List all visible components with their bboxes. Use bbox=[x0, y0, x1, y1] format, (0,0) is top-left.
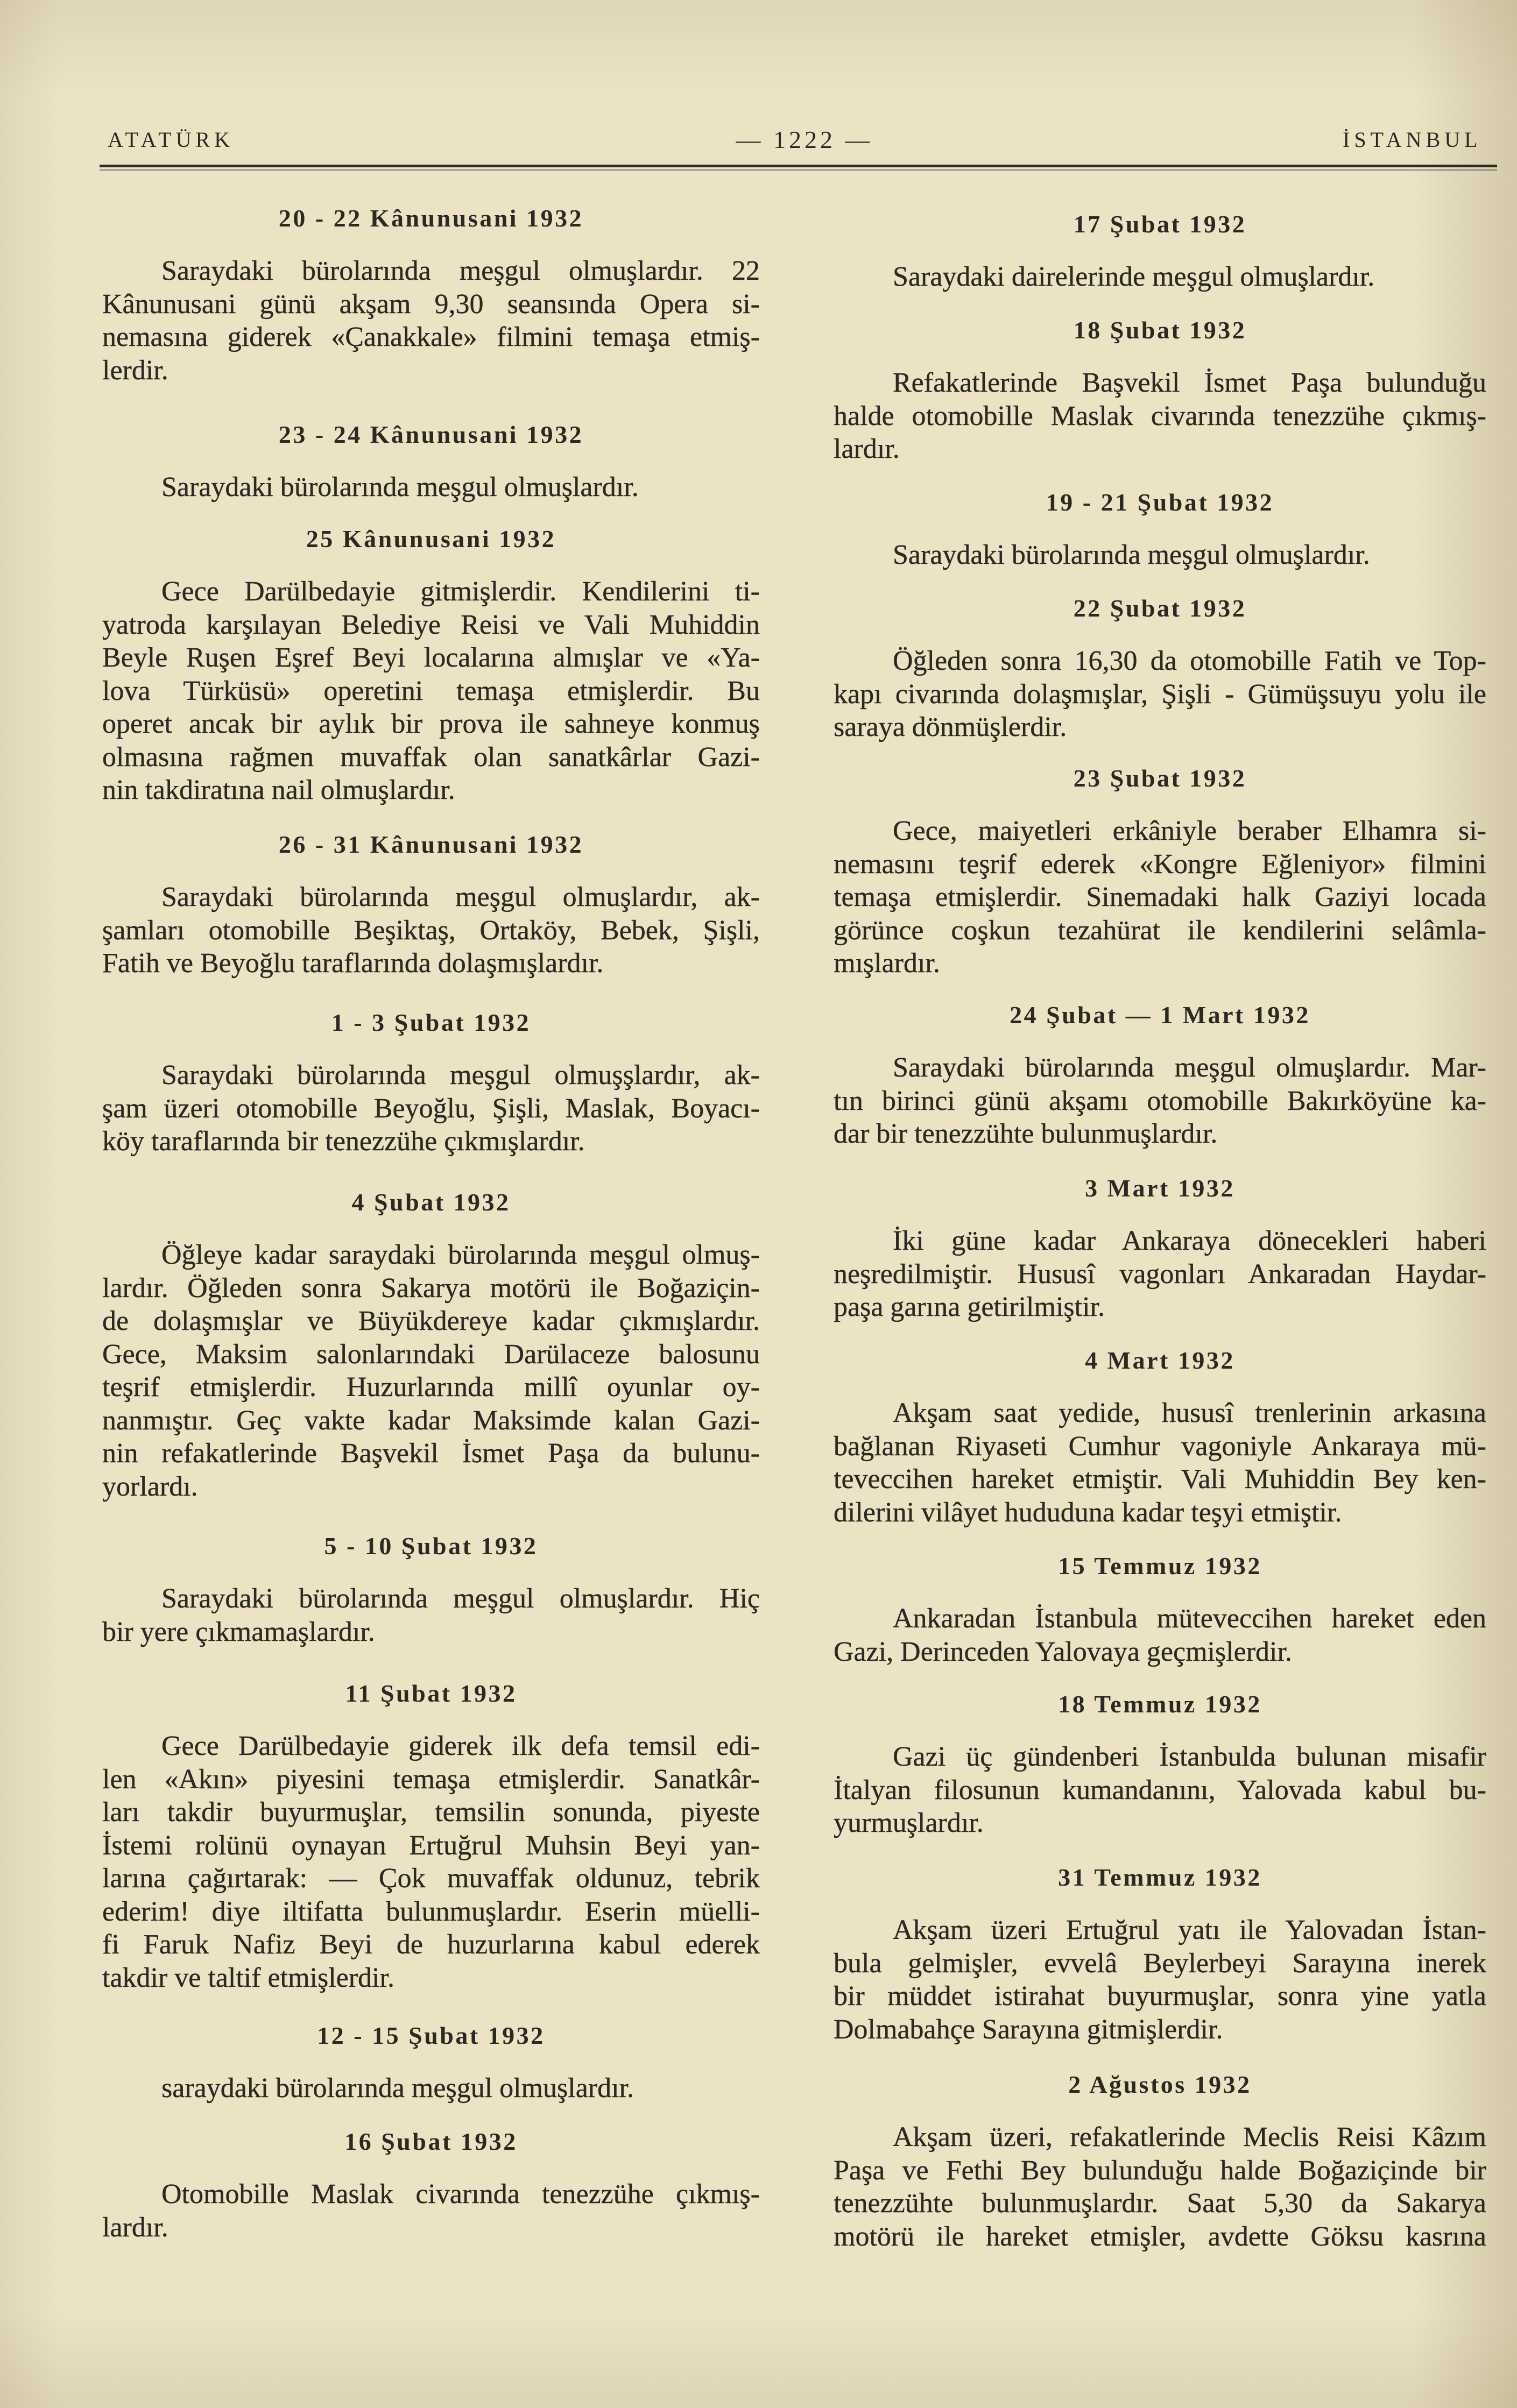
entry-text-line: şamları otomobille Beşiktaş, Ortaköy, Bebek, Şişli, bbox=[102, 915, 760, 946]
entry-text-line: Akşam saat yedide, hususî trenlerinin arkasına bbox=[893, 1398, 1486, 1428]
entry-text-line: mışlardır. bbox=[834, 948, 940, 979]
entry-text-line: bir müddet istirahat buyurmuşlar, sonra yine yatla bbox=[834, 1981, 1486, 2012]
entry-date-heading: 18 Temmuz 1932 bbox=[1058, 1690, 1262, 1718]
entry-text-line: de dolaşmışlar ve Büyükdereye kadar çıkmışlardır. bbox=[102, 1306, 760, 1336]
diary-entry bbox=[834, 1344, 1486, 1529]
entry-text-line: yatroda karşılayan Belediye Reisi ve Vali Muhiddin bbox=[102, 609, 760, 640]
entry-text-line: Saraydaki bürolarında meşgul olmuşlardır, ak- bbox=[161, 882, 760, 912]
entry-text-line: saraydaki bürolarında meşgul olmuşlardır. bbox=[161, 2073, 634, 2104]
entry-text-line: Akşam üzeri Ertuğrul yatı ile Yalovadan İstan- bbox=[893, 1915, 1486, 1945]
entry-date-heading: 18 Şubat 1932 bbox=[1073, 316, 1247, 344]
diary-entry bbox=[102, 1529, 760, 1648]
page-number: — 1222 — bbox=[736, 126, 873, 153]
entry-text-line: Fatih ve Beyoğlu taraflarında dolaşmışlardır. bbox=[102, 948, 604, 979]
diary-entry bbox=[102, 418, 760, 504]
entry-date-heading: 15 Temmuz 1932 bbox=[1058, 1552, 1262, 1580]
entry-text-line: Dolmabahçe Sarayına gitmişlerdir. bbox=[834, 2014, 1223, 2045]
entry-text-line: takdir ve taltif etmişlerdir. bbox=[102, 1962, 394, 1993]
diary-entry bbox=[102, 1186, 760, 1503]
diary-entry bbox=[834, 1549, 1486, 1668]
entry-text-line: nanmıştır. Geç vakte kadar Maksimde kalan Gazi- bbox=[102, 1405, 760, 1436]
entry-text-line: Saraydaki bürolarında meşgul olmuşlardır. bbox=[893, 540, 1370, 570]
entry-text-line: Refakatlerinde Başvekil İsmet Paşa bulunduğu bbox=[893, 367, 1486, 398]
entry-text-line: dar bir tenezzühte bulunmuşlardır. bbox=[834, 1118, 1218, 1149]
entry-date-heading: 1 - 3 Şubat 1932 bbox=[331, 1009, 531, 1036]
entry-text-line: Gece, Maksim salonlarındaki Darülaceze balosunu bbox=[102, 1338, 760, 1370]
entry-text-line: neşredilmiştir. Hususî vagonları Ankaradan Haydar- bbox=[834, 1258, 1486, 1290]
diary-entry bbox=[102, 1677, 760, 1994]
entry-text-line: lardır. Öğleden sonra Sakarya motörü ile Boğaziçin- bbox=[102, 1272, 760, 1304]
entry-text-line: Gece Darülbedayie giderek ilk defa temsil edi- bbox=[161, 1731, 760, 1761]
entry-text-line: Akşam üzeri, refakatlerinde Meclis Reisi Kâzım bbox=[893, 2122, 1486, 2152]
entry-date-heading: 11 Şubat 1932 bbox=[345, 1680, 517, 1707]
entry-text-line: Otomobille Maslak civarında tenezzühe çıkmış- bbox=[161, 2179, 760, 2209]
entry-date-heading: 19 - 21 Şubat 1932 bbox=[1046, 488, 1274, 516]
entry-text-line: bağlanan Riyaseti Cumhur vagoniyle Ankaraya mü- bbox=[834, 1430, 1486, 1462]
entry-text-line: Öğleden sonra 16,30 da otomobille Fatih ve Top- bbox=[893, 646, 1486, 676]
entry-text-line: tın birinci günü akşamı otomobille Bakırköyüne ka- bbox=[834, 1085, 1486, 1116]
entry-text-line: şam üzeri otomobille Beyoğlu, Şişli, Maslak, Boyacı- bbox=[102, 1093, 760, 1124]
entry-date-heading: 20 - 22 Kânunusani 1932 bbox=[278, 204, 584, 232]
entry-text-line: lerdir. bbox=[102, 355, 168, 386]
entry-text-line: İki güne kadar Ankaraya dönecekleri haberi bbox=[893, 1226, 1486, 1256]
diary-entry bbox=[102, 2019, 760, 2105]
entry-text-line: bula gelmişler, evvelâ Beylerbeyi Sarayına inerek bbox=[834, 1947, 1486, 1979]
diary-entry bbox=[102, 2125, 760, 2244]
entry-text-line: görünce coşkun tezahürat ile kendilerini selâmla- bbox=[834, 915, 1486, 946]
entry-text-line: Saraydaki dairelerinde meşgul olmuşlardır. bbox=[893, 261, 1375, 292]
entry-text-line: fi Faruk Nafiz Beyi de huzurlarına kabul ederek bbox=[102, 1929, 760, 1960]
entry-text-line: kapı civarında dolaşmışlar, Şişli - Gümüşsuyu yolu ile bbox=[834, 678, 1486, 710]
diary-entry bbox=[834, 208, 1486, 294]
entry-text-line: teşrif etmişlerdir. Huzurlarında millî oyunlar oy- bbox=[102, 1372, 760, 1403]
entry-text-line: lardır. bbox=[102, 2212, 168, 2243]
entry-text-line: Ankaradan İstanbula müteveccihen hareket eden bbox=[893, 1603, 1486, 1634]
entry-text-line: Saraydaki bürolarında meşgul olmuşşlardır, ak- bbox=[161, 1060, 760, 1090]
entry-text-line: halde otomobille Maslak civarında tenezzühe çıkmış- bbox=[834, 400, 1486, 431]
entry-text-line: olmasına rağmen muvaffak olan sanatkârlar Gazi- bbox=[102, 741, 760, 773]
entry-date-heading: 12 - 15 Şubat 1932 bbox=[317, 2022, 545, 2049]
entry-date-heading: 23 Şubat 1932 bbox=[1073, 764, 1247, 792]
entry-text-line: bir yere çıkmamaşlardır. bbox=[102, 1616, 375, 1647]
entry-text-line: Gece, maiyetleri erkâniyle beraber Elhamra si- bbox=[893, 816, 1486, 846]
entry-date-heading: 4 Mart 1932 bbox=[1085, 1347, 1235, 1374]
entry-text-line: yorlardı. bbox=[102, 1471, 198, 1502]
entry-text-line: nin refakatlerinde Başvekil İsmet Paşa da bulunu- bbox=[102, 1438, 760, 1469]
entry-text-line: larına çağırtarak: — Çok muvaffak oldunuz, tebrik bbox=[102, 1863, 760, 1894]
entry-text-line: ederim! diye iltifatta bulunmuşlardır. Eserin müelli- bbox=[102, 1896, 760, 1927]
entry-date-heading: 16 Şubat 1932 bbox=[344, 2128, 518, 2155]
entry-text-line: lardır. bbox=[834, 434, 900, 464]
entry-text-line: teveccihen hareket etmiştir. Vali Muhiddin Bey ken- bbox=[834, 1464, 1486, 1495]
entry-text-line: ları takdir buyurmuşlar, temsilin sonunda, piyeste bbox=[102, 1797, 760, 1828]
diary-entry bbox=[834, 314, 1486, 466]
running-header-location: İSTANBUL bbox=[1343, 128, 1482, 152]
entry-text-line: Gece Darülbedayie gitmişlerdir. Kendilerini ti- bbox=[161, 576, 760, 607]
right-column bbox=[834, 0, 1486, 2408]
entry-text-line: Gazi, Derinceden Yalovaya geçmişlerdir. bbox=[834, 1636, 1292, 1667]
diary-entry bbox=[834, 998, 1486, 1151]
entry-text-line: Gazi üç gündenberi İstanbulda bulunan misafir bbox=[893, 1741, 1486, 1772]
entry-date-heading: 2 Ağustos 1932 bbox=[1068, 2071, 1252, 2098]
entry-text-line: operet ancak bir aylık bir prova ile sahneye konmuş bbox=[102, 709, 760, 739]
entry-text-line: Saraydaki bürolarında meşgul olmuşlardır. 22 bbox=[161, 256, 760, 286]
diary-entry bbox=[102, 522, 760, 807]
entry-text-line: nemasına giderek «Çanakkale» filmini temaşa etmiş- bbox=[102, 322, 760, 352]
entry-text-line: yurmuşlardır. bbox=[834, 1808, 984, 1838]
diary-entry bbox=[834, 1861, 1486, 2046]
entry-date-heading: 24 Şubat — 1 Mart 1932 bbox=[1010, 1001, 1310, 1029]
entry-text-line: saraya dönmüşlerdir. bbox=[834, 712, 1067, 742]
entry-text-line: İtalyan filosunun kumandanını, Yalovada kabul bu- bbox=[834, 1774, 1486, 1805]
diary-entry bbox=[834, 1172, 1486, 1324]
entry-date-heading: 31 Temmuz 1932 bbox=[1058, 1864, 1262, 1891]
left-column bbox=[102, 0, 760, 2408]
entry-date-heading: 26 - 31 Kânunusani 1932 bbox=[278, 831, 584, 858]
diary-entry bbox=[102, 202, 760, 387]
entry-text-line: Paşa ve Fethi Bey bulunduğu halde Boğaziçinde bir bbox=[834, 2155, 1486, 2186]
entry-text-line: dilerini vilâyet hududuna kadar teşyi etmiştir. bbox=[834, 1497, 1342, 1528]
diary-entry bbox=[834, 486, 1486, 572]
entry-text-line: İstemi rolünü oynayan Ertuğrul Muhsin Beyi yan- bbox=[102, 1830, 760, 1861]
entry-text-line: tenezzühte bulunmuşlardır. Saat 5,30 da Sakarya bbox=[834, 2188, 1486, 2219]
entry-date-heading: 3 Mart 1932 bbox=[1085, 1174, 1235, 1202]
entry-date-heading: 23 - 24 Kânunusani 1932 bbox=[278, 421, 584, 448]
entry-text-line: motörü ile hareket etmişler, avdette Göksu kasrına bbox=[834, 2221, 1486, 2252]
diary-entry bbox=[102, 1006, 760, 1158]
entry-text-line: Saraydaki bürolarında meşgul olmuşlardır. Hiç bbox=[161, 1583, 760, 1614]
entry-date-heading: 25 Kânunusani 1932 bbox=[306, 525, 556, 553]
entry-text-line: nin takdiratına nail olmuşlardır. bbox=[102, 775, 455, 805]
entry-date-heading: 22 Şubat 1932 bbox=[1073, 594, 1247, 622]
running-header-title: ATATÜRK bbox=[108, 128, 235, 152]
entry-text-line: Saraydaki bürolarında meşgul olmuşlardır. bbox=[161, 472, 639, 502]
entry-text-line: Saraydaki bürolarında meşgul olmuşlardır. Mar- bbox=[893, 1052, 1486, 1083]
entry-text-line: Beyle Ruşen Eşref Beyi localarına almışlar ve «Ya- bbox=[102, 642, 760, 673]
entry-text-line: len «Akın» piyesini temaşa etmişlerdir. Sanatkâr- bbox=[102, 1763, 760, 1795]
entry-date-heading: 17 Şubat 1932 bbox=[1073, 210, 1247, 238]
diary-entry bbox=[834, 1688, 1486, 1840]
entry-text-line: köy taraflarında bir tenezzühe çıkmışlardır. bbox=[102, 1126, 585, 1157]
entry-text-line: Kânunusani günü akşam 9,30 seansında Opera si- bbox=[102, 288, 760, 320]
diary-entry bbox=[834, 592, 1486, 744]
entry-text-line: lova Türküsü» operetini temaşa etmişlerdir. Bu bbox=[102, 675, 760, 706]
entry-text-line: Öğleye kadar saraydaki bürolarında meşgul olmuş- bbox=[161, 1240, 760, 1270]
entry-text-line: nemasını teşrif ederek «Kongre Eğleniyor» filmini bbox=[834, 848, 1486, 880]
entry-text-line: temaşa etmişlerdir. Sinemadaki halk Gaziyi locada bbox=[834, 882, 1486, 912]
diary-entry bbox=[834, 762, 1486, 980]
entry-text-line: paşa garına getirilmiştir. bbox=[834, 1292, 1105, 1322]
diary-entry bbox=[102, 828, 760, 980]
entry-date-heading: 4 Şubat 1932 bbox=[351, 1188, 511, 1216]
entry-date-heading: 5 - 10 Şubat 1932 bbox=[324, 1532, 538, 1560]
diary-entry bbox=[834, 2068, 1486, 2253]
